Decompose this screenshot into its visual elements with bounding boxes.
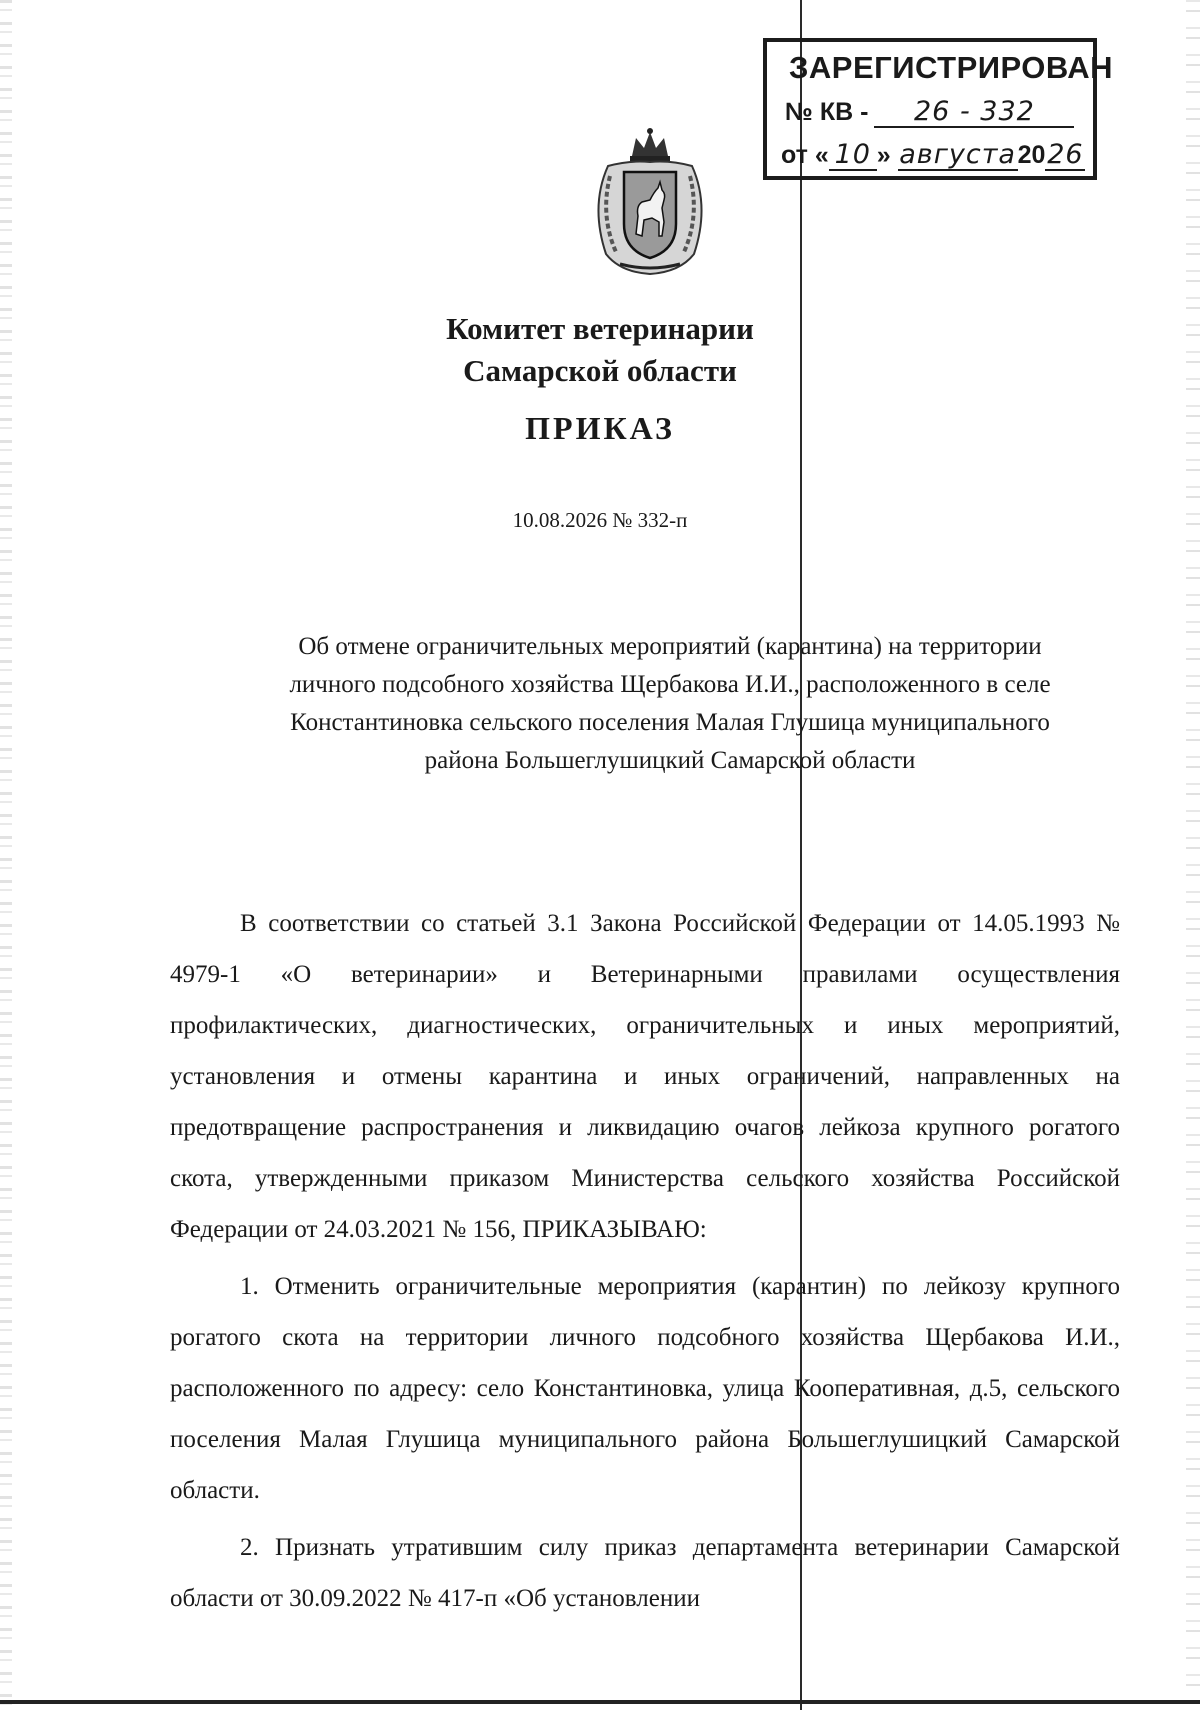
scan-noise-right (1186, 0, 1200, 1710)
stamp-number-label: № КВ - (785, 98, 869, 126)
stamp-date-row (781, 141, 1085, 171)
document-type: ПРИКАЗ (525, 410, 675, 446)
organization-name (0, 308, 1200, 392)
registration-stamp (763, 38, 1114, 180)
document-subject (170, 628, 1170, 780)
samara-coat-of-arms-icon (580, 126, 720, 276)
document-body (170, 898, 1120, 1624)
stamp-date-day: 10 (829, 141, 877, 171)
stamp-date-year-prefix: 20 (1017, 141, 1046, 169)
stamp-number-row (785, 98, 1074, 128)
document-number: 10.08.2026 № 332-п (512, 508, 688, 532)
stamp-number-value: 26 - 332 (874, 98, 1074, 128)
order-item-2: 2. Признать утратившим силу приказ департамента ветеринарии Самарской области от 30.09.2022 № 417-п «Об установлении (170, 1534, 1120, 1612)
stamp-date-prefix: от « (781, 141, 829, 169)
stamp-title: ЗАРЕГИСТРИРОВАН (789, 50, 1114, 85)
organization-line-1: Комитет ветеринарии (446, 311, 754, 346)
organization-line-2: Самарской области (463, 353, 737, 388)
subject-line-2: личного подсобного хозяйства Щербакова И.И., расположенного в селе (289, 671, 1051, 698)
order-item-1: 1. Отменить ограничительные мероприятия (карантин) по лейкозу крупного рогатого скота на территории личного подсобного хозяйства Щербакова И.И., расположенного по адресу: село Константиновка, улица Кооперативная, д.5, сельского поселения Малая Глушица муниципального района Большеглушицкий Самарской области. (170, 1273, 1120, 1504)
subject-line-3: Константиновка сельского поселения Малая Глушица муниципального (290, 709, 1050, 736)
scan-bottom-edge (0, 1700, 1200, 1704)
subject-line-4: района Большеглушицкий Самарской области (424, 747, 916, 774)
stamp-date-mid: » (876, 141, 891, 169)
stamp-date-year-suffix: 26 (1047, 139, 1084, 170)
preamble-paragraph: В соответствии со статьей 3.1 Закона Российской Федерации от 14.05.1993 № 4979-1 «О ветеринарии» и Ветеринарными правилами осуществления профилактических, диагностических, ограничительных и иных мероприятий, установления и отмены карантина и иных ограничений, направленных на предотвращение распространения и ликвидацию очагов лейкоза крупного рогатого скота, утвержденными приказом Министерства сельского хозяйства Российской Федерации от 24.03.2021 № 156, ПРИКАЗЫВАЮ: (170, 910, 1120, 1243)
scan-noise-left (0, 0, 12, 1710)
stamp-date-month: августа (899, 139, 1016, 170)
subject-line-1: Об отмене ограничительных мероприятий (карантина) на территории (298, 633, 1042, 660)
